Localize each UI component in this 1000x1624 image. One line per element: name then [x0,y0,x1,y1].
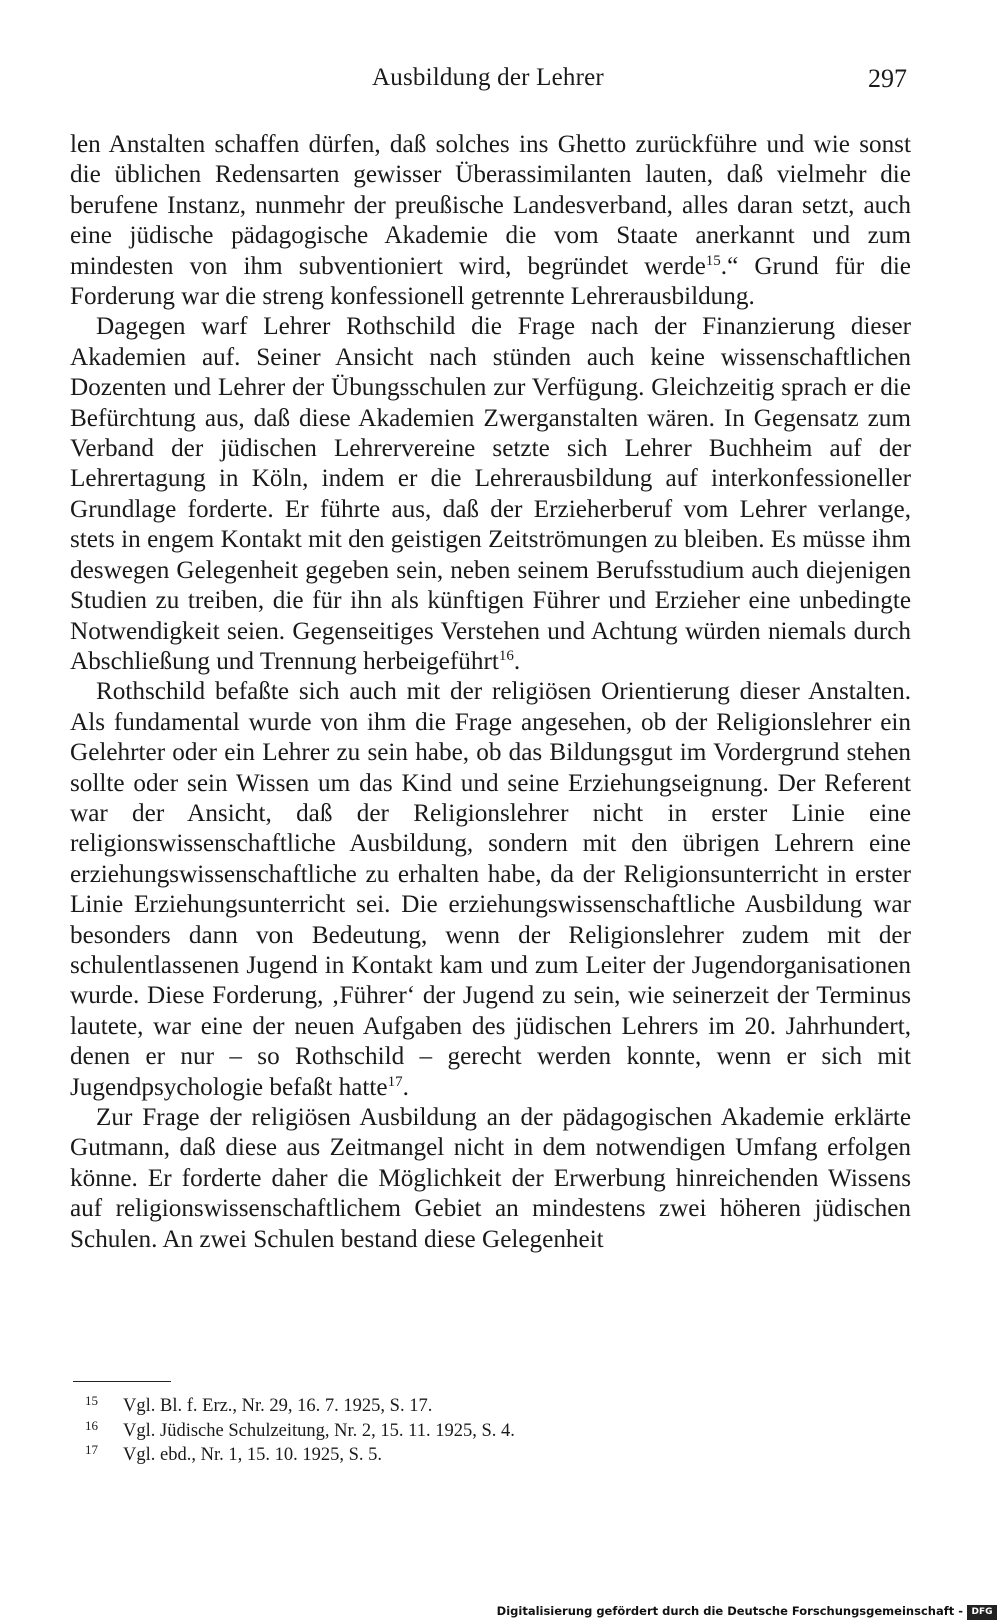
paragraph: Rothschild befaßte sich auch mit der religiösen Orientierung dieser Anstalten. Als fundamental wurde von ihm die Frage angesehen, ob der Religionslehrer ein Gelehrter oder ein Lehrer zu sein habe, ob das Bildungsgut im Vordergrund stehen sollte oder sein Wissen um das Kind und seine Erziehungseignung. Der Referent war der Ansicht, daß der Religionslehrer nicht in erster Linie eine religionswissenschaftliche Ausbildung, sondern mit den übrigen Lehrern eine erziehungswissenschaftliche zu erhalten habe, da der Religionsunterricht in erster Linie Erziehungsunterricht sei. Die erziehungswissenschaftliche Ausbildung war besonders dann von Bedeutung, wenn der Religionslehrer zudem mit der schulentlassenen Jugend in Kontakt kam und zum Leiter der Jugendorganisationen wurde. Diese Forderung, ‚Führer‘ der Jugend zu sein, wie seinerzeit der Terminus lautete, war eine der neuen Aufgaben des jüdischen Lehrers im 20. Jahrhundert, denen er nur – so Rothschild – gerecht werden konnte, wenn er sich mit Jugendpsychologie befaßt hatte$^{17}$. [70,678,911,1101]
footnote-reference[interactable]: 15 [705,252,721,269]
footnote: 16 Vgl. Jüdische Schulzeitung, Nr. 2, 15. 11. 1925, S. 4. [85,1417,515,1441]
paragraph: len Anstalten schaffen dürfen, daß solches ins Ghetto zurückführe und wie sonst die üblichen Redensarten gewisser Überassimilanten lauten, daß vielmehr die berufene Instanz, nunmehr der preußische Landesverband, alles daran setzt, auch eine jüdische pädagogische Akademie die vom Staate anerkannt und zum mindesten von ihm subventioniert wird, begründet werde$^{15}$.“ Grund für die Forderung war die streng konfessionell getrennte Lehrerausbildung. [70,131,911,311]
footnote: 17 Vgl. ebd., Nr. 1, 15. 10. 1925, S. 5. [85,1442,382,1465]
footnote-text: Vgl. ebd., Nr. 1, 15. 10. 1925, S. 5. [123,1445,382,1465]
digitization-credit: Digitalisierung gefördert durch die Deutsche Forschungsgemeinschaft - [496,1604,963,1618]
body-text [70,130,911,1255]
paragraph: Dagegen warf Lehrer Rothschild die Frage nach der Finanzierung dieser Akademien auf. Seiner Ansicht nach stünden auch keine wissenschaftlichen Dozenten und Lehrer der Übungsschulen zur Verfügung. Gleichzeitig sprach er die Befürchtung aus, daß diese Akademien Zwerganstalten wären. In Gegensatz zum Verband der jüdischen Lehrervereine setzte sich Lehrer Buchheim auf der Lehrertagung in Köln, indem er die Lehrerausbildung auf interkonfessioneller Grundlage forderte. Er führte aus, daß der Erzieherberuf vom Lehrer verlange, stets in engem Kontakt mit den geistigen Zeitströmungen zu bleiben. Es müsse ihm deswegen Gelegenheit gegeben sein, neben seinem Berufsstudium auch diejenigen Studien zu treiben, die für ihn als künftigen Führer und Erzieher eine unbedingte Notwendigkeit seien. Gegenseitiges Verstehen und Achtung würden niemals durch Abschließung und Trennung herbeigeführt$^{16}$. [70,313,911,675]
footnote-text: Vgl. Jüdische Schulzeitung, Nr. 2, 15. 11. 1925, S. 4. [123,1420,515,1441]
dfg-logo: DFG [967,1605,997,1620]
footnote-reference[interactable]: 16 [498,647,514,664]
footnotes [85,1394,885,1468]
footnote: 15 Vgl. Bl. f. Erz., Nr. 29, 16. 7. 1925, S. 17. [85,1393,433,1416]
footnote-text: Vgl. Bl. f. Erz., Nr. 29, 16. 7. 1925, S. 17. [123,1396,433,1416]
footnote-divider [73,1381,171,1382]
paragraph: Zur Frage der religiösen Ausbildung an der pädagogischen Akademie erklärte Gutmann, daß diese aus Zeitmangel nicht in dem notwendigen Umfang erfolgen könne. Er forderte daher die Möglichkeit der Erwerbung hinreichenden Wissens auf religionswissenschaftlichem Gebiet an mindestens zwei höheren jüdischen Schulen. An zwei Schulen bestand diese Gelegenheit [70,1104,911,1253]
running-title: Ausbildung der Lehrer [372,64,604,91]
page-number: 297 [868,64,907,93]
footnote-reference[interactable]: 17 [387,1073,403,1090]
